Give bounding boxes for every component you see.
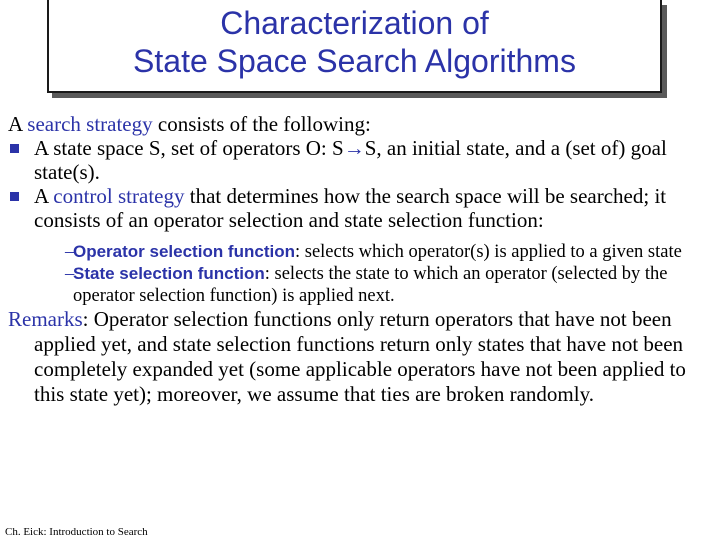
state-selection-term: State selection function bbox=[73, 264, 265, 283]
bullet2-prefix: A bbox=[34, 184, 54, 208]
bullet1-text-a: A state space S, set of operators O: S bbox=[34, 136, 344, 160]
square-bullet-icon bbox=[10, 192, 19, 201]
search-strategy-term: search strategy bbox=[27, 112, 153, 136]
slide-footer: Ch. Eick: Introduction to Search bbox=[5, 526, 148, 538]
bullet-state-space bbox=[8, 136, 714, 184]
operator-selection-term: Operator selection function bbox=[73, 242, 295, 261]
title-line-2: State Space Search Algorithms bbox=[133, 43, 576, 79]
square-bullet-icon bbox=[10, 144, 19, 153]
control-strategy-term: control strategy bbox=[53, 184, 185, 208]
bullet-control-strategy bbox=[8, 184, 714, 232]
remarks-term: Remarks bbox=[8, 307, 83, 331]
intro-prefix: A bbox=[8, 112, 28, 136]
dash-bullet: – bbox=[65, 264, 75, 284]
intro-suffix: consists of the following: bbox=[152, 112, 371, 136]
title-line-1: Characterization of bbox=[220, 5, 489, 41]
right-arrow-icon: → bbox=[343, 136, 365, 160]
dash-bullet: – bbox=[65, 242, 75, 262]
remarks-suffix: : Operator selection functions only return operators that have not been applied yet, and state selection functions return only states that have not been completely expanded yet (some applicable operators have not been applied to this state yet); moreover, we assume that ties are broken randomly. bbox=[34, 307, 686, 406]
slide-title bbox=[47, 0, 662, 93]
sub-bullet-state-selection bbox=[8, 263, 714, 307]
bullet2-suffix: that determines how the search space will be searched; it consists of an operator selection and state selection function: bbox=[34, 184, 667, 232]
sub1-suffix: : selects which operator(s) is applied to a given state bbox=[294, 242, 682, 262]
remarks-paragraph bbox=[8, 307, 714, 407]
sub2-suffix: : selects the state to which an operator (selected by the operator selection function) is applied next. bbox=[73, 264, 668, 306]
bullet1-text-b: S, an initial state, and a (set of) goal state(s). bbox=[34, 136, 667, 184]
slide-body bbox=[8, 112, 714, 407]
intro-paragraph bbox=[8, 112, 714, 136]
sub-bullet-operator-selection bbox=[8, 241, 714, 263]
